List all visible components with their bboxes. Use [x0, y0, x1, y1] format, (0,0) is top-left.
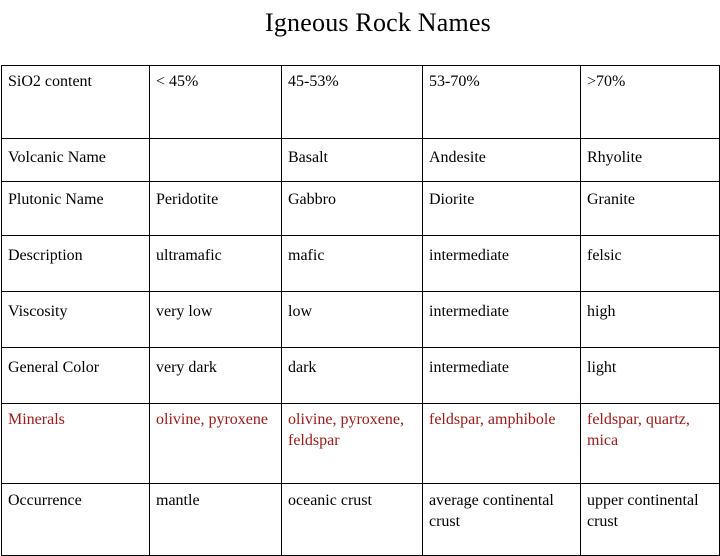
- cell-description-mafic: mafic: [282, 236, 423, 292]
- row-label-plutonic-name: Plutonic Name: [2, 182, 150, 236]
- cell-volcanic-mafic: Basalt: [282, 139, 423, 182]
- cell-viscosity-ultramafic: very low: [150, 292, 282, 348]
- cell-volcanic-felsic: Rhyolite: [581, 139, 720, 182]
- cell-description-intermediate: intermediate: [423, 236, 581, 292]
- cell-plutonic-felsic: Granite: [581, 182, 720, 236]
- cell-description-felsic: felsic: [581, 236, 720, 292]
- igneous-rock-table: [1, 65, 720, 556]
- cell-minerals-felsic: feldspar, quartz, mica: [581, 404, 720, 484]
- table-row-description: [2, 236, 720, 292]
- cell-occurrence-felsic: upper continental crust: [581, 484, 720, 556]
- row-label-minerals: Minerals: [2, 404, 150, 484]
- table-row-volcanic-name: [2, 139, 720, 182]
- cell-viscosity-felsic: high: [581, 292, 720, 348]
- cell-plutonic-intermediate: Diorite: [423, 182, 581, 236]
- cell-description-ultramafic: ultramafic: [150, 236, 282, 292]
- row-label-occurrence: Occurrence: [2, 484, 150, 556]
- row-label-general-color: General Color: [2, 348, 150, 404]
- cell-viscosity-mafic: low: [282, 292, 423, 348]
- row-label-sio2-content: SiO2 content: [2, 66, 150, 139]
- cell-sio2-ultramafic: < 45%: [150, 66, 282, 139]
- page-title: Igneous Rock Names: [265, 8, 491, 37]
- cell-color-intermediate: intermediate: [423, 348, 581, 404]
- cell-occurrence-ultramafic: mantle: [150, 484, 282, 556]
- cell-occurrence-intermediate: average continental crust: [423, 484, 581, 556]
- row-label-viscosity: Viscosity: [2, 292, 150, 348]
- cell-sio2-mafic: 45-53%: [282, 66, 423, 139]
- row-label-description: Description: [2, 236, 150, 292]
- cell-color-mafic: dark: [282, 348, 423, 404]
- cell-sio2-felsic: >70%: [581, 66, 720, 139]
- cell-minerals-ultramafic: olivine, pyroxene: [150, 404, 282, 484]
- cell-minerals-mafic: olivine, pyroxene, feldspar: [282, 404, 423, 484]
- cell-volcanic-ultramafic: [150, 139, 282, 182]
- table-row-plutonic-name: [2, 182, 720, 236]
- table-row-occurrence: [2, 484, 720, 556]
- cell-minerals-intermediate: feldspar, amphibole: [423, 404, 581, 484]
- cell-volcanic-intermediate: Andesite: [423, 139, 581, 182]
- cell-viscosity-intermediate: intermediate: [423, 292, 581, 348]
- table-row-viscosity: [2, 292, 720, 348]
- cell-plutonic-ultramafic: Peridotite: [150, 182, 282, 236]
- cell-color-felsic: light: [581, 348, 720, 404]
- cell-occurrence-mafic: oceanic crust: [282, 484, 423, 556]
- table-row-minerals: [2, 404, 720, 484]
- table-row-general-color: [2, 348, 720, 404]
- cell-color-ultramafic: very dark: [150, 348, 282, 404]
- cell-sio2-intermediate: 53-70%: [423, 66, 581, 139]
- table-row-sio2-content: [2, 66, 720, 139]
- cell-plutonic-mafic: Gabbro: [282, 182, 423, 236]
- row-label-volcanic-name: Volcanic Name: [2, 139, 150, 182]
